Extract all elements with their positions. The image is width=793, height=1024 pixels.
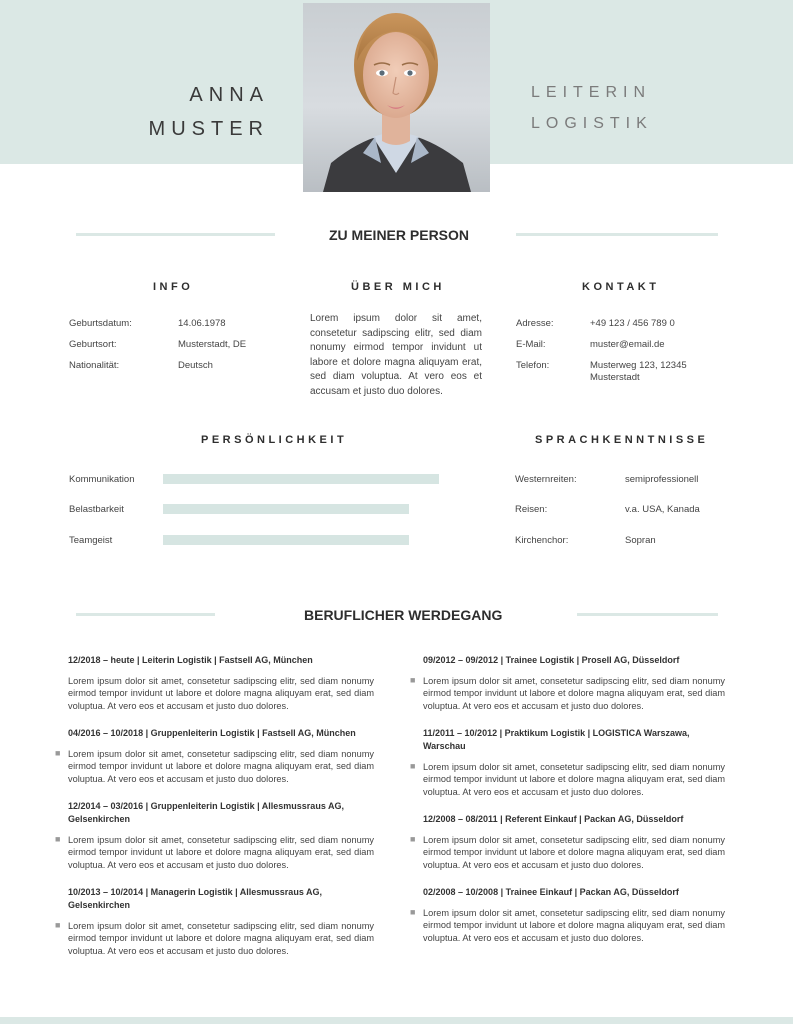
personality-bar (163, 504, 409, 514)
section-title-person: ZU MEINER PERSON (329, 227, 470, 243)
personality-label: Teamgeist (69, 535, 113, 546)
info-label: Nationalität: (69, 360, 120, 371)
language-value: Sopran (625, 535, 656, 546)
career-rule-right (577, 613, 718, 616)
about-text: Lorem ipsum dolor sit amet, consetetur sadipscing elitr, sed diam nonumy eirmod tempor invidunt ut labore et dolore magna aliquyam erat, sed diam voluptua. At vero eos et accusam et justo duo dolores. (310, 313, 482, 397)
career-entry (55, 727, 374, 785)
bullet-icon: ■ (55, 920, 61, 930)
job-description: Lorem ipsum dolor sit amet, consetetur sadipscing elitr, sed diam nonumy eirmod tempor invidunt ut labore et dolore magna aliquyam erat, sed diam voluptua. At vero eos et accusam et justo duo dolores. (423, 762, 725, 797)
bullet-icon: ■ (55, 834, 61, 844)
first-name: ANNA (189, 84, 269, 106)
bullet-icon: ■ (55, 748, 61, 758)
job-title: 09/2012 – 09/2012 | Trainee Logistik | Prosell AG, Düsseldorf (423, 655, 680, 665)
section-title-career: BERUFLICHER WERDEGANG (304, 607, 503, 623)
bullet-icon: ■ (410, 907, 416, 917)
career-entry (410, 654, 725, 712)
info-value: Musterstadt, DE (178, 339, 247, 350)
contact-value: Musterweg 123, 12345 Musterstadt (590, 360, 687, 383)
career-entry (410, 886, 725, 944)
job-title: 10/2013 – 10/2014 | Managerin Logistik | Allesmussraus AG, Gelsenkirchen (68, 887, 322, 910)
contact-value: muster@email.de (590, 339, 665, 350)
job-description: Lorem ipsum dolor sit amet, consetetur sadipscing elitr, sed diam nonumy eirmod tempor invidunt ut labore et dolore magna aliquyam erat, sed diam voluptua. At vero eos et accusam et justo duo dolores. (68, 676, 374, 711)
languages-heading: SPRACHKENNTNISSE (535, 434, 709, 446)
language-label: Westernreiten: (515, 474, 577, 485)
job-title: 12/2008 – 08/2011 | Referent Einkauf | Packan AG, Düsseldorf (423, 814, 684, 824)
career-entry (55, 800, 374, 871)
contact-label: Adresse: (516, 318, 554, 329)
section-rule-right (516, 233, 718, 236)
job-title: 04/2016 – 10/2018 | Gruppenleiterin Logistik | Fastsell AG, München (68, 728, 356, 738)
footer-band (0, 1017, 793, 1024)
personality-label: Kommunikation (69, 474, 135, 485)
personality-bar (163, 474, 439, 484)
job-title: 12/2018 – heute | Leiterin Logistik | Fastsell AG, München (68, 655, 313, 665)
career-entry (55, 886, 374, 957)
contact-label: E-Mail: (516, 339, 546, 350)
language-value: semiprofessionell (625, 474, 699, 485)
personality-bar (163, 535, 409, 545)
language-value: v.a. USA, Kanada (625, 504, 700, 515)
about-heading: ÜBER MICH (351, 281, 445, 293)
language-label: Kirchenchor: (515, 535, 569, 546)
info-heading: INFO (153, 281, 194, 293)
portrait-illustration (303, 3, 490, 192)
job-description: Lorem ipsum dolor sit amet, consetetur sadipscing elitr, sed diam nonumy eirmod tempor invidunt ut labore et dolore magna aliquyam erat, sed diam voluptua. At vero eos et accusam et justo duo dolores. (423, 908, 725, 943)
career-entry (410, 813, 725, 871)
info-value: 14.06.1978 (178, 318, 226, 329)
section-rule-left (76, 233, 275, 236)
role-line-1: LEITERIN (531, 84, 652, 101)
job-description: Lorem ipsum dolor sit amet, consetetur sadipscing elitr, sed diam nonumy eirmod tempor invidunt ut labore et dolore magna aliquyam erat, sed diam voluptua. At vero eos et accusam et justo duo dolores. (68, 921, 374, 956)
job-description: Lorem ipsum dolor sit amet, consetetur sadipscing elitr, sed diam nonumy eirmod tempor invidunt ut labore et dolore magna aliquyam erat, sed diam voluptua. At vero eos et accusam et justo duo dolores. (423, 835, 725, 870)
job-description: Lorem ipsum dolor sit amet, consetetur sadipscing elitr, sed diam nonumy eirmod tempor invidunt ut labore et dolore magna aliquyam erat, sed diam voluptua. At vero eos et accusam et justo duo dolores. (68, 835, 374, 870)
job-title: 11/2011 – 10/2012 | Praktikum Logistik | LOGISTICA Warszawa, Warschau (423, 728, 690, 751)
bullet-icon: ■ (410, 834, 416, 844)
info-value: Deutsch (178, 360, 213, 371)
contact-heading: KONTAKT (582, 281, 660, 293)
job-title: 12/2014 – 03/2016 | Gruppenleiterin Logistik | Allesmussraus AG, Gelsenkirchen (68, 801, 344, 824)
info-label: Geburtsort: (69, 339, 117, 350)
profile-photo (303, 3, 490, 192)
role-line-2: LOGISTIK (531, 115, 653, 132)
contact-value: +49 123 / 456 789 0 (590, 318, 675, 329)
career-entry (68, 654, 374, 712)
bullet-icon: ■ (410, 761, 416, 771)
career-entry (410, 727, 725, 798)
contact-label: Telefon: (516, 360, 550, 371)
job-title: 02/2008 – 10/2008 | Trainee Einkauf | Packan AG, Düsseldorf (423, 887, 679, 897)
personality-heading: PERSÖNLICHKEIT (201, 434, 348, 446)
job-description: Lorem ipsum dolor sit amet, consetetur sadipscing elitr, sed diam nonumy eirmod tempor invidunt ut labore et dolore magna aliquyam erat, sed diam voluptua. At vero eos et accusam et justo duo dolores. (423, 676, 725, 711)
language-label: Reisen: (515, 504, 548, 515)
job-description: Lorem ipsum dolor sit amet, consetetur sadipscing elitr, sed diam nonumy eirmod tempor invidunt ut labore et dolore magna aliquyam erat, sed diam voluptua. At vero eos et accusam et justo duo dolores. (68, 749, 374, 784)
career-rule-left (76, 613, 215, 616)
bullet-icon: ■ (410, 675, 416, 685)
last-name: MUSTER (148, 118, 269, 140)
info-label: Geburtsdatum: (69, 318, 132, 329)
personality-label: Belastbarkeit (69, 504, 124, 515)
